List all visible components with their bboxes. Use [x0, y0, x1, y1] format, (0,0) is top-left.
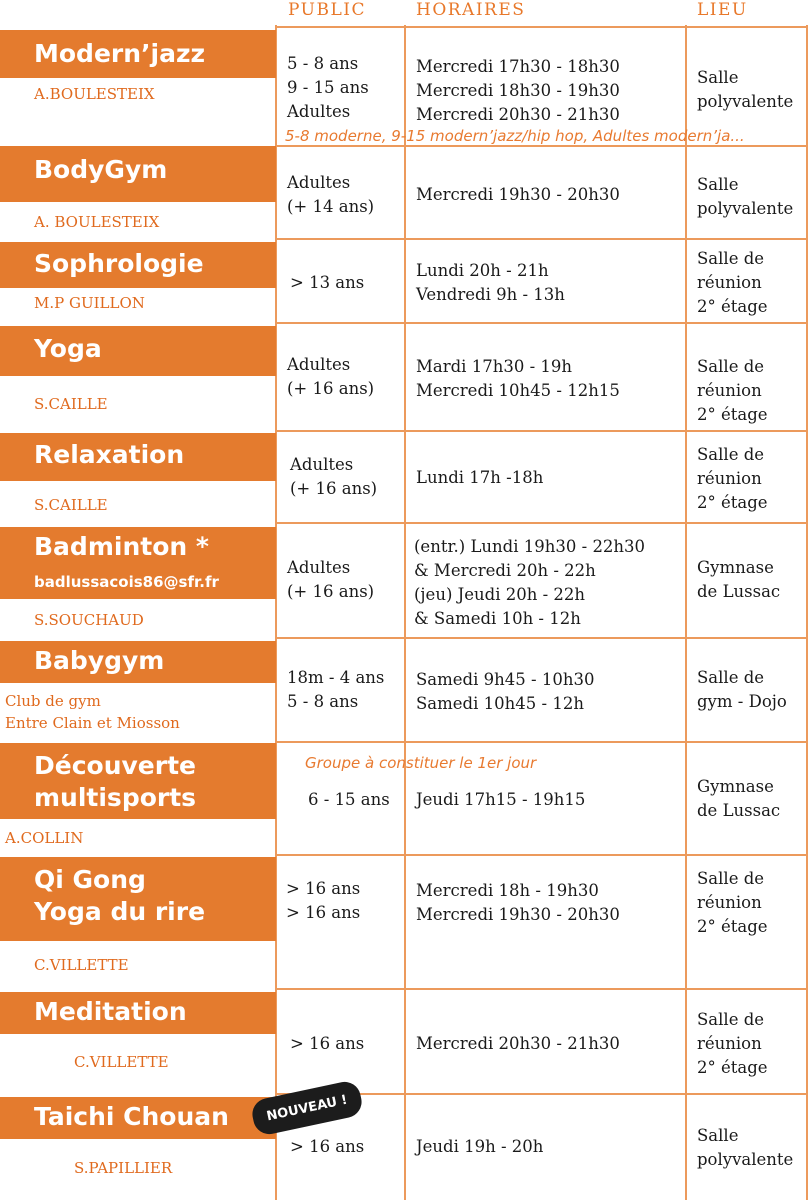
contact-email[interactable]: badlussacois86@sfr.fr [34, 573, 219, 591]
header-public: PUBLIC [288, 0, 366, 20]
schedule-value: Jeudi 17h15 - 19h15 [416, 790, 586, 809]
activity-instructor: S.CAILLE [34, 496, 108, 514]
schedule-value: Samedi 10h45 - 12h [416, 694, 584, 713]
public-value: 9 - 15 ans [287, 78, 369, 97]
location-value: polyvalente [697, 199, 794, 218]
new-badge: NOUVEAU ! [249, 1079, 364, 1137]
location-value: polyvalente [697, 92, 794, 111]
schedule-value: Lundi 20h - 21h [416, 261, 549, 280]
schedule-value: Mercredi 18h30 - 19h30 [416, 81, 620, 100]
row-divider [275, 637, 808, 639]
schedule-value: Jeudi 19h - 20h [416, 1137, 544, 1156]
public-value: > 16 ans [286, 903, 361, 922]
row-divider [275, 430, 808, 432]
public-value: > 16 ans [290, 1137, 365, 1156]
location-value: Salle [697, 175, 739, 194]
location-value: réunion [697, 273, 762, 292]
activity-instructor: C.VILLETTE [34, 956, 129, 974]
location-value: Salle de [697, 869, 765, 888]
public-value: (+ 14 ans) [287, 197, 375, 216]
row-divider [275, 145, 808, 147]
activity-title: Relaxation [34, 440, 185, 469]
location-value: 2° étage [697, 1058, 768, 1077]
location-value: gym - Dojo [697, 692, 787, 711]
activity-title: Qi Gong [34, 865, 146, 894]
row-divider [275, 322, 808, 324]
activity-instructor: A.BOULESTEIX [34, 85, 155, 103]
activity-title: Meditation [34, 997, 187, 1026]
location-value: Gymnase [697, 777, 774, 796]
activity-title: Yoga [34, 334, 102, 363]
public-value: 6 - 15 ans [308, 790, 390, 809]
column-divider [404, 25, 406, 1200]
activity-note: 5-8 moderne, 9-15 modern’jazz/hip hop, Adultes modern’ja... [285, 127, 745, 145]
activity-instructor: S.CAILLE [34, 395, 108, 413]
public-value: (+ 16 ans) [287, 379, 375, 398]
row-divider [275, 988, 808, 990]
activity-title: Yoga du rire [34, 897, 206, 926]
public-value: Adultes [287, 558, 351, 577]
public-value: 5 - 8 ans [287, 692, 359, 711]
column-divider [806, 25, 808, 1200]
location-value: Salle de [697, 1010, 765, 1029]
location-value: polyvalente [697, 1150, 794, 1169]
row-divider [275, 854, 808, 856]
schedule-value: (jeu) Jeudi 20h - 22h [414, 585, 586, 604]
location-value: 2° étage [697, 405, 768, 424]
public-value: Adultes [287, 355, 351, 374]
activity-title: Badminton * [34, 532, 209, 561]
column-divider [685, 25, 687, 1200]
activity-title: Modern’jazz [34, 39, 206, 68]
location-value: réunion [697, 469, 762, 488]
activity-instructor: A. BOULESTEIX [34, 213, 160, 231]
public-value: (+ 16 ans) [290, 479, 378, 498]
header-lieu: LIEU [697, 0, 748, 20]
schedule-value: Mercredi 17h30 - 18h30 [416, 57, 620, 76]
location-value: Salle [697, 1126, 739, 1145]
public-value: > 13 ans [290, 273, 365, 292]
schedule-value: Samedi 9h45 - 10h30 [416, 670, 595, 689]
schedule-value: Mercredi 20h30 - 21h30 [416, 1034, 620, 1053]
activity-instructor: Entre Clain et Miosson [5, 714, 180, 732]
public-value: Adultes [290, 455, 354, 474]
location-value: Salle de [697, 445, 765, 464]
activity-title: multisports [34, 783, 197, 812]
public-value: (+ 16 ans) [287, 582, 375, 601]
public-value: 5 - 8 ans [287, 54, 359, 73]
activity-title: Sophrologie [34, 249, 204, 278]
location-value: 2° étage [697, 917, 768, 936]
activity-instructor: M.P GUILLON [34, 294, 145, 312]
location-value: réunion [697, 893, 762, 912]
activity-instructor: C.VILLETTE [74, 1053, 169, 1071]
activity-instructor: A.COLLIN [5, 829, 84, 847]
location-value: de Lussac [697, 582, 781, 601]
location-value: 2° étage [697, 493, 768, 512]
activity-title: Découverte [34, 751, 196, 780]
location-value: Salle de [697, 668, 765, 687]
activity-title: Taichi Chouan [34, 1102, 229, 1131]
location-value: 2° étage [697, 297, 768, 316]
schedule-value: Mercredi 19h30 - 20h30 [416, 185, 620, 204]
schedule-value: Mardi 17h30 - 19h [416, 357, 573, 376]
activity-instructor: S.SOUCHAUD [34, 611, 144, 629]
schedule-value: Mercredi 20h30 - 21h30 [416, 105, 620, 124]
row-divider [275, 26, 808, 28]
public-value: 18m - 4 ans [287, 668, 385, 687]
public-value: Adultes [287, 173, 351, 192]
location-value: Salle [697, 68, 739, 87]
public-value: > 16 ans [286, 879, 361, 898]
location-value: de Lussac [697, 801, 781, 820]
location-value: Salle de [697, 249, 765, 268]
row-divider [275, 522, 808, 524]
location-value: Salle de [697, 357, 765, 376]
location-value: réunion [697, 381, 762, 400]
schedule-value: Mercredi 18h - 19h30 [416, 881, 599, 900]
activity-title: BodyGym [34, 155, 168, 184]
schedule-value: Mercredi 19h30 - 20h30 [416, 905, 620, 924]
schedule-value: (entr.) Lundi 19h30 - 22h30 [414, 537, 646, 556]
activity-instructor: S.PAPILLIER [74, 1159, 173, 1177]
public-value: > 16 ans [290, 1034, 365, 1053]
row-divider [275, 741, 808, 743]
schedule-value: Mercredi 10h45 - 12h15 [416, 381, 620, 400]
location-value: Gymnase [697, 558, 774, 577]
public-value: Adultes [287, 102, 351, 121]
activity-instructor: Club de gym [5, 692, 101, 710]
header-horaires: HORAIRES [416, 0, 526, 20]
row-divider [275, 238, 808, 240]
activity-title: Babygym [34, 646, 165, 675]
schedule-value: & Samedi 10h - 12h [414, 609, 581, 628]
schedule-value: & Mercredi 20h - 22h [414, 561, 596, 580]
schedule-value: Vendredi 9h - 13h [416, 285, 565, 304]
location-value: réunion [697, 1034, 762, 1053]
schedule-value: Lundi 17h -18h [416, 468, 544, 487]
activity-note: Groupe à constituer le 1er jour [305, 754, 537, 772]
